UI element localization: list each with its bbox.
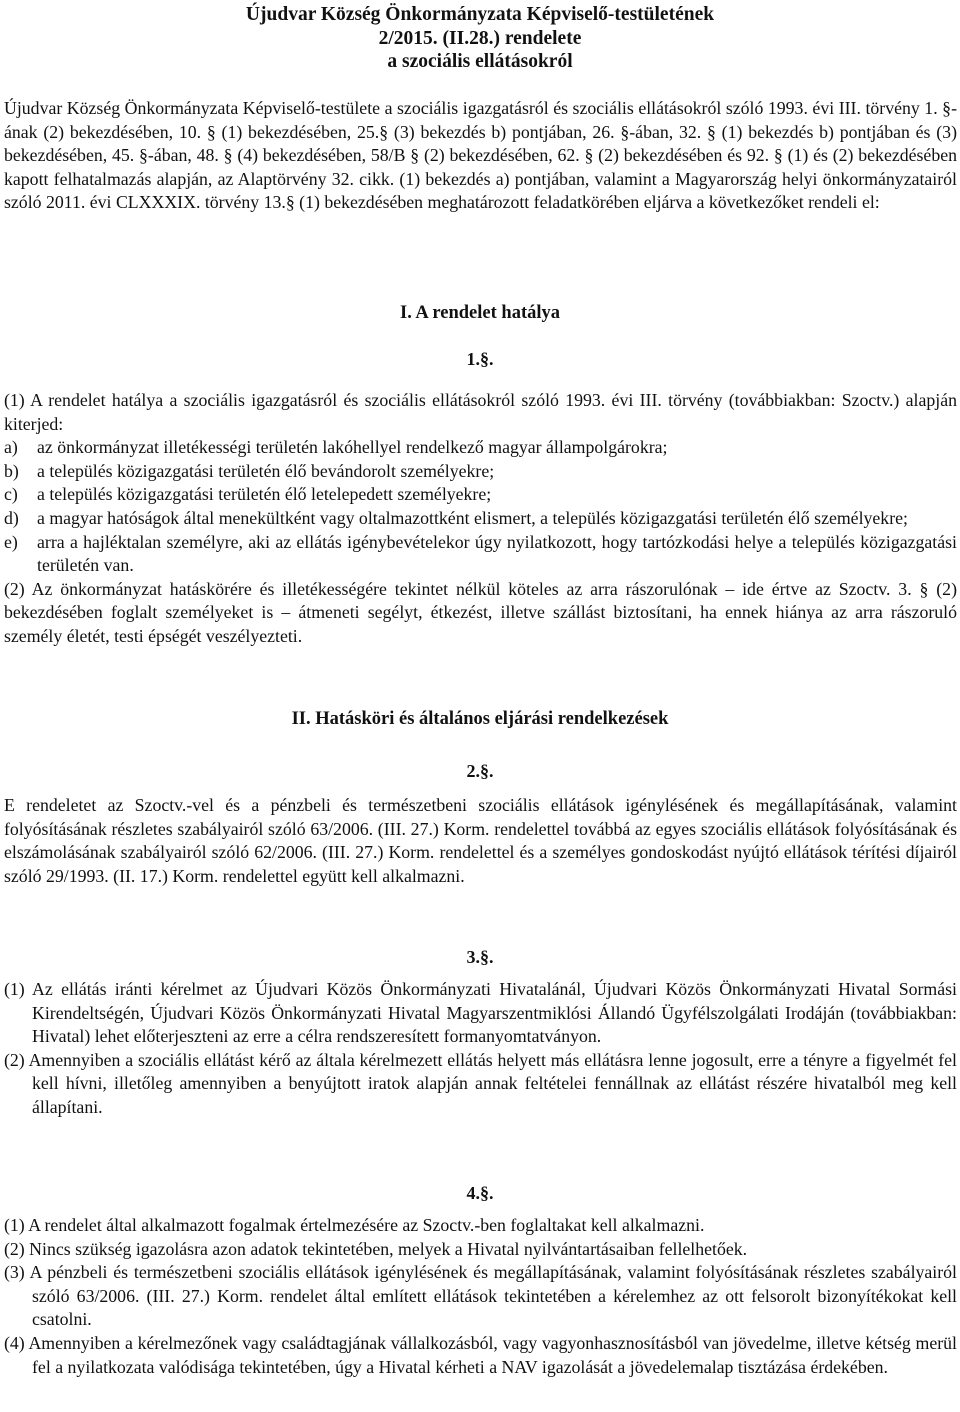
section-3-paragraph-2: (2) Amennyiben a szociális ellátást kérő az általa kérelmezett ellátás helyett más ellátásra lenne jogosult, erre a tényre a figyelmét fel kell hívni, illetőleg amennyiben a benyújtott iratok alapján annak feltételei fennállnak az ellátást részére hivatalból meg kell állapítani. <box>4 1049 957 1117</box>
section-1-paragraph-1: (1) A rendelet hatálya a szociális igazgatásról és szociális ellátásokról szóló 1993. évi III. törvény (továbbiakban: Szoctv.) alapján kiterjed: <box>4 390 957 434</box>
section-4-paragraph-4: (4) Amennyiben a kérelmezőnek vagy családtagjának vállalkozásból, vagy vagyonhasznosításból van jövedelme, illetve kétség merül fel a nyilatkozata valódisága tekintetében, úgy a Hivatal kérheti a NAV igazolását a jövedelemalap tisztázása érdekében. <box>4 1332 957 1377</box>
list-item <box>4 460 957 484</box>
section-4-paragraph-1: (1) A rendelet által alkalmazott fogalmak értelmezésére az Szoctv.-ben foglaltakat kell alkalmazni. <box>4 1215 705 1235</box>
preamble-text: Újudvar Község Önkormányzata Képviselő-testülete a szociális igazgatásról és szociális ellátásokról szóló 1993. évi III. törvény 1. §-ának (2) bekezdésében, 10. § (1) bekezdésében, 25.§ (3) bekezdés b) pontjában, 26. §-ában, 32. § (1) bekezdés b) pontjában és (3) bekezdésében, 45. §-ában, 48. § (4) bekezdésében, 58/B § (2) bekezdésében, 62. § (2) bekezdésében és 92. § (1) és (2) bekezdésében kapott felhatalmazás alapján, az Alaptörvény 32. cikk. (1) bekezdés a) pontjában, valamint a Magyarország helyi önkormányzatairól szóló 2011. évi CLXXXIX. törvény 13.§ (1) bekezdésében meghatározott feladatkörében eljárva a következőket rendeli el: <box>4 98 957 213</box>
list-item-label: b) <box>4 460 19 481</box>
list-item <box>4 483 957 507</box>
section-1-number: 1.§. <box>466 349 494 369</box>
list-item-label: d) <box>4 507 19 528</box>
list-item <box>4 531 957 578</box>
list-item-text: a település közigazgatási területén élő letelepedett személyekre; <box>37 484 492 505</box>
title-line-3: a szociális ellátásokról <box>387 51 573 72</box>
list-item-label: e) <box>4 531 18 552</box>
list-item-label: a) <box>4 437 18 458</box>
section-4-body <box>4 1214 957 1379</box>
chapter-2-heading: II. Hatásköri és általános eljárási rendelkezések <box>291 709 669 729</box>
section-3-body <box>4 978 957 1120</box>
section-4-paragraph-3: (3) A pénzbeli és természetbeni szociális ellátások igénylésének és megállapításának, valamint folyósításának részletes szabályairól szóló 63/2006. (III. 27.) Korm. rendelet által említett ellátások tekintetében a kérelemhez az ott felsorolt bizonyítékokat kell csatolni. <box>4 1262 957 1330</box>
section-2-number: 2.§. <box>466 761 494 781</box>
section-1-paragraph-2: (2) Az önkormányzat hatáskörére és illetékességére tekintet nélkül köteles az arra rászorulónak – ide értve az Szoctv. 3. § (2) bekezdésében foglalt személyeket is – átmeneti segélyt, étkezést, illetve szállást biztosítani, ha ennek hiánya az arra rászoruló személy életét, testi épségét veszélyezteti. <box>4 578 957 646</box>
section-2-body <box>4 794 957 888</box>
list-item-text: az önkormányzat illetékességi területén lakóhellyel rendelkező magyar állampolgárokra; <box>37 437 668 458</box>
list-item-text: a magyar hatóságok által menekültként vagy oltalmazottként elismert, a település közigazgatási területén élő személyekre; <box>37 507 908 528</box>
list-item <box>4 507 957 531</box>
section-2-paragraph-1: E rendeletet az Szoctv.-vel és a pénzbeli és természetbeni szociális ellátások igénylésének és megállapításának, valamint folyósításának részletes szabályairól szóló 63/2006. (III. 27.) Korm. rendelettel továbbá az egyes szociális ellátások folyósításának és elszámolásának szabályairól szóló 62/2006. (III. 27.) Korm. rendelettel és a személyes gondoskodást nyújtó ellátások térítési díjairól szóló 29/1993. (II. 17.) Korm. rendelettel együtt kell alkalmazni. <box>4 795 957 886</box>
list-item <box>4 436 957 460</box>
chapter-1-heading: I. A rendelet hatálya <box>400 303 560 323</box>
section-4-paragraph-2: (2) Nincs szükség igazolásra azon adatok tekintetében, melyek a Hivatal nyilvántartásaiban fellelhetőek. <box>4 1238 748 1259</box>
section-1-body <box>4 389 957 649</box>
list-item-text: arra a hajléktalan személyre, aki az ellátás igénybevételekor úgy nyilatkozott, hogy tartózkodási helye a település közigazgatási területén van. <box>37 531 957 576</box>
section-3-number: 3.§. <box>466 947 494 967</box>
title-line-1: Újudvar Község Önkormányzata Képviselő-testületének <box>245 4 715 25</box>
list-item-text: a település közigazgatási területén élő bevándorolt személyekre; <box>37 460 495 481</box>
section-4-number: 4.§. <box>466 1183 494 1203</box>
preamble <box>4 97 957 215</box>
title-line-2: 2/2015. (II.28.) rendelete <box>378 27 582 49</box>
list-item-label: c) <box>4 484 18 505</box>
document-title <box>0 3 960 74</box>
section-3-paragraph-1: (1) Az ellátás iránti kérelmet az Újudvari Közös Önkormányzati Hivatalánál, Újudvari Közös Önkormányzati Hivatal Sormási Kirendeltségén, Újudvari Közös Önkormányzati Hivatal Magyarszentmiklósi Állandó Ügyfélszolgálati Irodáján (továbbiakban: Hivatal) lehet előterjeszteni az erre a célra rendszeresített formanyomtatványon. <box>4 979 957 1047</box>
